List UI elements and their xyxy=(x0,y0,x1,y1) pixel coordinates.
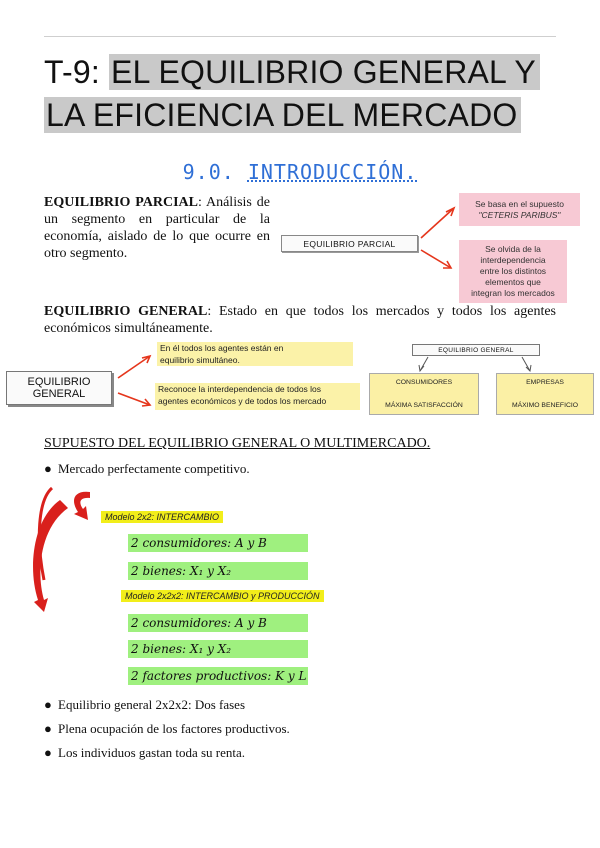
note2-line-1: Reconoce la interdependencia de todos los xyxy=(158,384,322,394)
parcial-center-label: EQUILIBRIO PARCIAL xyxy=(303,238,396,249)
model-2x2x2-label: Modelo 2x2x2: INTERCAMBIO y PRODUCCIÓN xyxy=(121,590,324,602)
model1-item: 2 consumidores: A y B xyxy=(128,534,308,552)
bullet-dot: ● xyxy=(44,721,52,736)
subtitle-number: 9.0. xyxy=(182,160,235,184)
empresas-label: EMPRESAS xyxy=(526,379,564,386)
parcial-definition: : Análisis de un segmento en particular de la economía, aislado de lo que ocurre en otro segmento. xyxy=(44,195,270,261)
model1-item: 2 bienes: X₁ y X₂ xyxy=(128,562,308,580)
model2-item: 2 factores productivos: K y L xyxy=(128,667,308,685)
arrow-to-ceteris-icon xyxy=(421,208,454,238)
bullet-text: Plena ocupación de los factores productivos. xyxy=(58,721,290,736)
note1-line-1: En él todos los agentes están en xyxy=(160,343,284,353)
curved-red-arrow-icon xyxy=(33,488,90,612)
supuesto-heading-text: SUPUESTO DEL EQUILIBRIO GENERAL O MULTIMERCADO xyxy=(44,436,427,451)
consumidores-sub: MÁXIMA SATISFACCIÓN xyxy=(385,402,463,409)
supuesto-heading xyxy=(44,436,430,452)
bullet-text: Equilibrio general 2x2x2: Dos fases xyxy=(58,697,246,712)
line-to-empresas-icon xyxy=(522,357,530,371)
general-small-label: EQUILIBRIO GENERAL xyxy=(438,346,514,354)
arrow-to-note1-icon xyxy=(118,356,150,378)
bullet-dot: ● xyxy=(44,745,52,760)
title-prefix: T-9: xyxy=(44,54,100,90)
model2-item: 2 bienes: X₁ y X₂ xyxy=(128,640,308,658)
general-box-line-1: EQUILIBRIO xyxy=(27,376,91,388)
pink1-line-1: Se basa en el supuesto xyxy=(475,198,564,209)
bullet-dot: ● xyxy=(44,461,52,476)
consumidores-label: CONSUMIDORES xyxy=(395,379,453,386)
model-2x2-label: Modelo 2x2: INTERCAMBIO xyxy=(101,511,223,523)
subtitle-text: INTRODUCCIÓN. xyxy=(247,160,418,184)
supuesto-heading-end: . xyxy=(426,436,431,451)
general-definition: : Estado en que todos los mercados y todos los agentes económicos simultáneamente. xyxy=(44,304,556,336)
pink2-line: integran los mercados xyxy=(471,288,555,298)
note2-line-2: agentes económicos y de todos los mercado xyxy=(158,396,327,406)
list-item xyxy=(44,721,290,737)
pink2-line: entre los distintos xyxy=(479,266,547,276)
list-item xyxy=(44,745,245,761)
bullet-text: Mercado perfectamente competitivo. xyxy=(58,461,250,476)
arrow-to-interdependencia-icon xyxy=(421,250,451,268)
bullet-dot: ● xyxy=(44,697,52,712)
pink2-line: interdependencia xyxy=(480,255,546,265)
title-highlight-1: EL EQUILIBRIO GENERAL Y xyxy=(109,54,540,90)
parcial-term: EQUILIBRIO PARCIAL xyxy=(44,195,198,210)
list-item xyxy=(44,461,250,477)
model2-item: 2 consumidores: A y B xyxy=(128,614,308,632)
empresas-sub: MÁXIMO BENEFICIO xyxy=(511,402,579,409)
pink1-line-2: "CETERIS PARIBUS" xyxy=(478,209,561,220)
pink2-line: elementos que xyxy=(485,277,541,287)
bullet-text: Los individuos gastan toda su renta. xyxy=(58,745,246,760)
general-box-line-2: GENERAL xyxy=(32,388,86,400)
title-highlight-2: LA EFICIENCIA DEL MERCADO xyxy=(44,97,521,133)
pink2-line: Se olvida de la xyxy=(485,244,541,254)
general-term: EQUILIBRIO GENERAL xyxy=(44,304,208,319)
note1-line-2: equilibrio simultáneo. xyxy=(160,355,240,365)
list-item xyxy=(44,697,245,713)
